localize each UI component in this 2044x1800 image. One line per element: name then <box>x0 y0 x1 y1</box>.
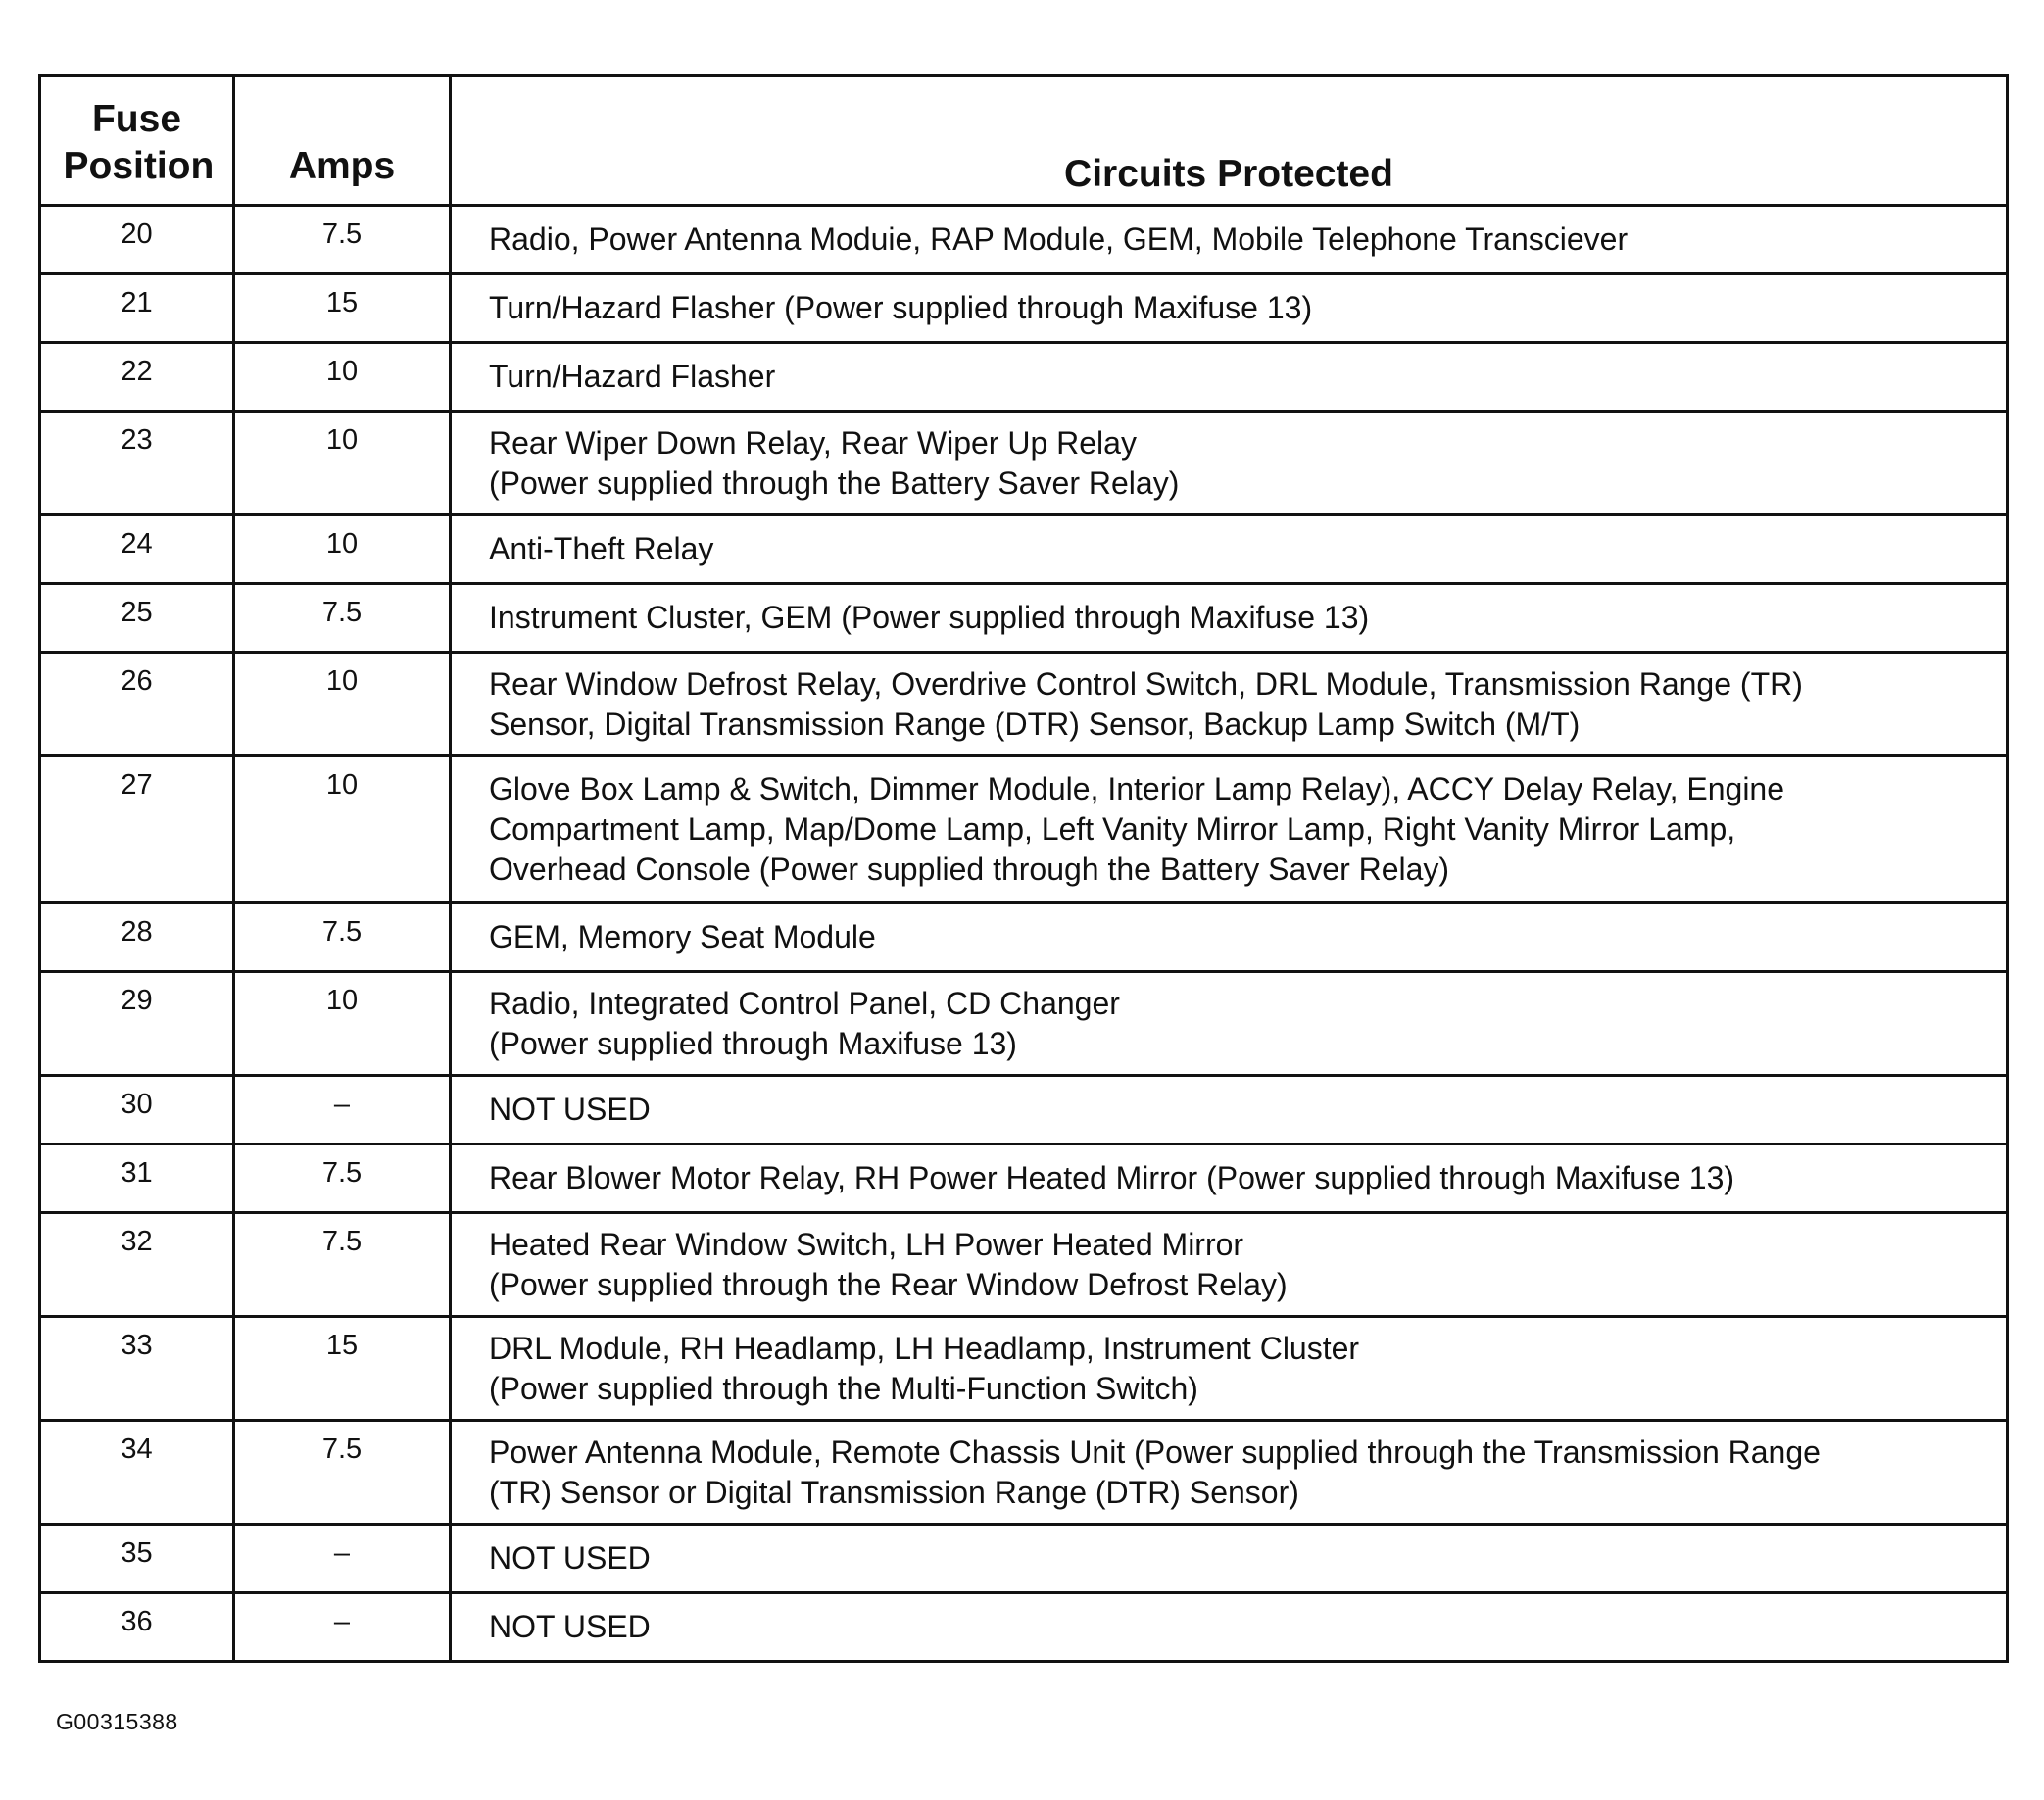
amps-cell: 7.5 <box>234 206 451 274</box>
fuse-table-body <box>40 206 2008 1662</box>
table-row <box>40 515 2008 584</box>
amps-cell: 7.5 <box>234 1421 451 1525</box>
fuse-position-cell: 35 <box>40 1525 234 1593</box>
fuse-position-cell: 31 <box>40 1144 234 1213</box>
circuits-protected-cell: Turn/Hazard Flasher <box>451 343 2008 412</box>
table-row <box>40 1144 2008 1213</box>
amps-cell: 15 <box>234 1317 451 1421</box>
amps-cell: 10 <box>234 756 451 903</box>
fuse-table <box>38 74 2009 1663</box>
circuits-protected-cell: Rear Wiper Down Relay, Rear Wiper Up Relay (Power supplied through the Battery Saver Relay) <box>451 412 2008 515</box>
fuse-position-cell: 22 <box>40 343 234 412</box>
header-row <box>40 76 2008 206</box>
fuse-position-cell: 23 <box>40 412 234 515</box>
fuse-position-cell: 20 <box>40 206 234 274</box>
fuse-position-cell: 27 <box>40 756 234 903</box>
table-row <box>40 343 2008 412</box>
amps-cell: 7.5 <box>234 1213 451 1317</box>
table-row <box>40 1421 2008 1525</box>
circuits-protected-cell: NOT USED <box>451 1525 2008 1593</box>
amps-cell: 10 <box>234 343 451 412</box>
header-fuse-position-label: Fuse Position <box>63 97 215 187</box>
circuits-protected-cell: Glove Box Lamp & Switch, Dimmer Module, Interior Lamp Relay), ACCY Delay Relay, Engine Compartment Lamp, Map/Dome Lamp, Left Vanity Mirror Lamp, Right Vanity Mirror Lamp, Overhead Console (Power supplied through the Battery Saver Relay) <box>451 756 2008 903</box>
fuse-position-cell: 33 <box>40 1317 234 1421</box>
fuse-position-cell: 25 <box>40 584 234 653</box>
amps-cell: 10 <box>234 972 451 1076</box>
circuits-protected-cell: Radio, Integrated Control Panel, CD Changer (Power supplied through Maxifuse 13) <box>451 972 2008 1076</box>
table-row <box>40 584 2008 653</box>
table-row <box>40 972 2008 1076</box>
amps-cell: 10 <box>234 515 451 584</box>
circuits-protected-cell: NOT USED <box>451 1593 2008 1662</box>
fuse-position-cell: 24 <box>40 515 234 584</box>
table-row <box>40 1317 2008 1421</box>
figure-code: G00315388 <box>56 1709 178 1734</box>
table-row <box>40 1525 2008 1593</box>
circuits-protected-cell: Power Antenna Module, Remote Chassis Unit (Power supplied through the Transmission Range (TR) Sensor or Digital Transmission Range (DTR) Sensor) <box>451 1421 2008 1525</box>
table-row <box>40 756 2008 903</box>
header-fuse-position <box>40 76 234 206</box>
table-row <box>40 274 2008 343</box>
header-circuits-protected: Circuits Protected <box>451 76 2008 206</box>
fuse-position-cell: 26 <box>40 653 234 756</box>
fuse-position-cell: 29 <box>40 972 234 1076</box>
amps-cell: 10 <box>234 653 451 756</box>
table-row <box>40 412 2008 515</box>
fuse-position-cell: 34 <box>40 1421 234 1525</box>
table-row <box>40 1076 2008 1144</box>
circuits-protected-cell: Rear Blower Motor Relay, RH Power Heated Mirror (Power supplied through Maxifuse 13) <box>451 1144 2008 1213</box>
table-row <box>40 653 2008 756</box>
fuse-position-cell: 36 <box>40 1593 234 1662</box>
circuits-protected-cell: Turn/Hazard Flasher (Power supplied through Maxifuse 13) <box>451 274 2008 343</box>
circuits-protected-cell: Radio, Power Antenna Moduie, RAP Module, GEM, Mobile Telephone Transciever <box>451 206 2008 274</box>
table-row <box>40 1593 2008 1662</box>
circuits-protected-cell: NOT USED <box>451 1076 2008 1144</box>
amps-cell: 7.5 <box>234 584 451 653</box>
amps-cell: 10 <box>234 412 451 515</box>
circuits-protected-cell: GEM, Memory Seat Module <box>451 903 2008 972</box>
table-row <box>40 206 2008 274</box>
fuse-position-cell: 30 <box>40 1076 234 1144</box>
circuits-protected-cell: Instrument Cluster, GEM (Power supplied through Maxifuse 13) <box>451 584 2008 653</box>
header-amps: Amps <box>234 76 451 206</box>
fuse-position-cell: 21 <box>40 274 234 343</box>
table-row <box>40 1213 2008 1317</box>
amps-cell: 15 <box>234 274 451 343</box>
fuse-position-cell: 28 <box>40 903 234 972</box>
amps-cell: 7.5 <box>234 903 451 972</box>
table-row <box>40 903 2008 972</box>
amps-cell: – <box>234 1525 451 1593</box>
circuits-protected-cell: Heated Rear Window Switch, LH Power Heated Mirror (Power supplied through the Rear Window Defrost Relay) <box>451 1213 2008 1317</box>
fuse-position-cell: 32 <box>40 1213 234 1317</box>
circuits-protected-cell: DRL Module, RH Headlamp, LH Headlamp, Instrument Cluster (Power supplied through the Multi-Function Switch) <box>451 1317 2008 1421</box>
amps-cell: – <box>234 1593 451 1662</box>
amps-cell: – <box>234 1076 451 1144</box>
amps-cell: 7.5 <box>234 1144 451 1213</box>
circuits-protected-cell: Anti-Theft Relay <box>451 515 2008 584</box>
circuits-protected-cell: Rear Window Defrost Relay, Overdrive Control Switch, DRL Module, Transmission Range (TR) Sensor, Digital Transmission Range (DTR) Sensor, Backup Lamp Switch (M/T) <box>451 653 2008 756</box>
